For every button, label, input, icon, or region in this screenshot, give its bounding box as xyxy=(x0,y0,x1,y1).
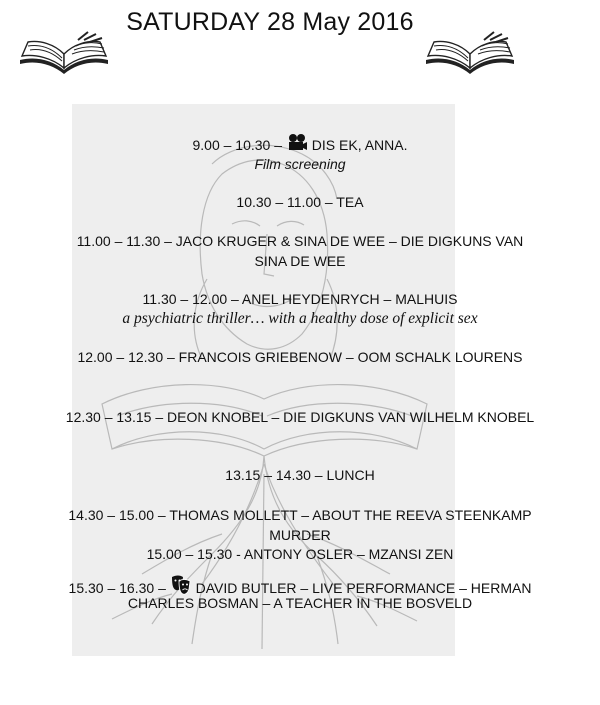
schedule-item-lunch: 13.15 – 14.30 – LUNCH xyxy=(225,467,375,483)
theatre-masks-icon xyxy=(170,574,192,596)
schedule-subtitle: Film screening xyxy=(254,156,346,172)
schedule-time: 15.30 – 16.30 – xyxy=(68,580,166,596)
schedule-item-deon: 12.30 – 13.15 – DEON KNOBEL – DIE DIGKUNS VAN WILHELM KNOBEL xyxy=(65,409,535,425)
schedule-item-anel: 11.30 – 12.00 – ANEL HEYDENRYCH – MALHUIS xyxy=(142,291,458,307)
schedule-title: DIS EK, ANNA. xyxy=(311,137,408,153)
open-book-icon xyxy=(18,30,110,76)
film-camera-icon xyxy=(286,133,308,153)
schedule-item-thomas-line2: MURDER xyxy=(269,527,331,543)
schedule-item-jaco-line2: SINA DE WEE xyxy=(254,253,346,269)
schedule-item-film xyxy=(0,133,600,154)
schedule-item-david-line2: CHARLES BOSMAN – A TEACHER IN THE BOSVELD xyxy=(127,595,473,611)
schedule-item-antony: 15.00 – 15.30 - ANTONY OSLER – MZANSI ZEN xyxy=(146,546,454,562)
schedule-title: DAVID BUTLER – LIVE PERFORMANCE – HERMAN xyxy=(195,580,532,596)
open-book-icon xyxy=(424,30,516,76)
schedule-item-thomas-line1: 14.30 – 15.00 – THOMAS MOLLETT – ABOUT THE REEVA STEENKAMP xyxy=(68,507,532,523)
page-title: SATURDAY 28 May 2016 xyxy=(126,8,414,36)
schedule-time: 9.00 – 10.30 – xyxy=(192,137,283,153)
schedule-subtitle-anel: a psychiatric thriller… with a healthy dose of explicit sex xyxy=(122,310,478,327)
schedule-item-tea: 10.30 – 11.00 – TEA xyxy=(236,194,364,210)
schedule-item-francois: 12.00 – 12.30 – FRANCOIS GRIEBENOW – OOM SCHALK LOURENS xyxy=(77,349,523,365)
schedule-item-jaco-line1: 11.00 – 11.30 – JACO KRUGER & SINA DE WEE – DIE DIGKUNS VAN xyxy=(76,233,524,249)
